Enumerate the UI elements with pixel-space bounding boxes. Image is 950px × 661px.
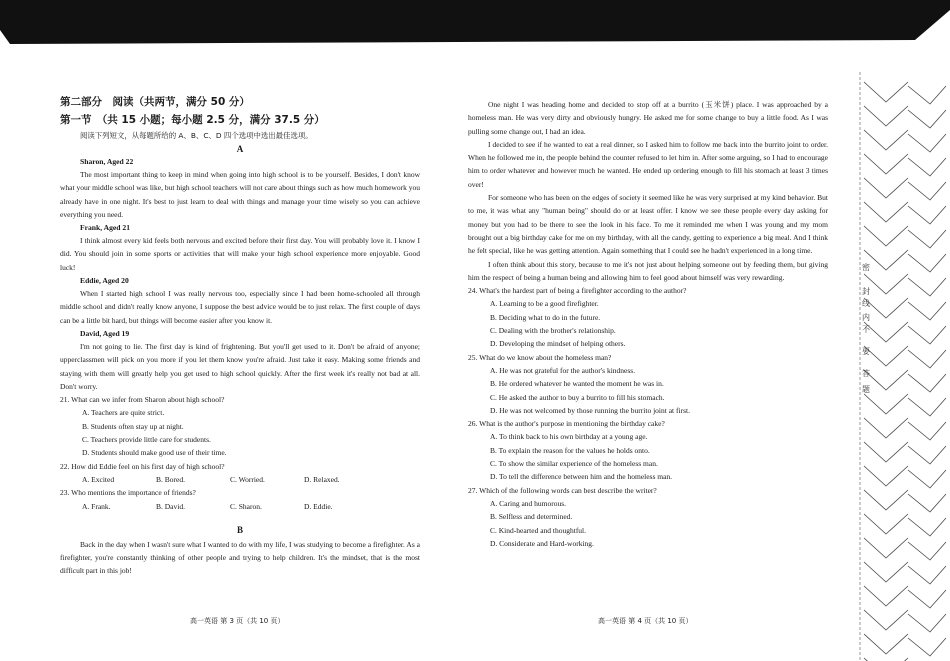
- speaker-name: Sharon, Aged 22: [80, 157, 134, 166]
- chevron-mark: [908, 278, 946, 296]
- seal-char: 封: [862, 287, 870, 296]
- passage-b-paragraph: Back in the day when I wasn't sure what I wanted to do with my life, I was studying to become a firefighter. As a firefighter, you're constantly thinking of other people and trying to help children. It's the mindset, that is the most difficult part in this job!: [60, 539, 420, 576]
- chevron-mark: [908, 398, 946, 416]
- option: D. He was not welcomed by those running the burrito joint at first.: [490, 405, 690, 415]
- chevron-mark: [908, 422, 946, 440]
- chevron-mark: [864, 394, 908, 414]
- question-27: 27. Which of the following words can best describe the writer?: [468, 485, 657, 495]
- chevron-mark: [864, 490, 908, 510]
- chevron-mark: [864, 634, 908, 654]
- question-23: 23. Who mentions the importance of friends?: [60, 488, 196, 498]
- chevron-mark: [908, 86, 946, 104]
- passage-paragraph: For someone who has been on the edges of society it seemed like he was very surprised at my kind behavior. But to me, it was what any "human being" should do or at least offer. I know we see these people every day asking for money but you had to be there to see the look in his face. To me it reminded me when I was young and my mom brought out a big birthday cake for me on my birthday, with all the candy, getting to experience a big meal. And I think he felt special, like he was getting attention. Again something that I could see he hadn't experienced in a long time.: [468, 193, 828, 256]
- chevron-mark: [908, 254, 946, 272]
- speaker-name: David, Aged 19: [80, 328, 130, 338]
- option: A. To think back to his own birthday at a young age.: [490, 432, 648, 442]
- speaker-text: I think almost every kid feels both nervous and excited before their first day. You will probably love it. I know I did. You should join in some sports or activities that will make your high school experience more enjoyable. Good luck!: [60, 236, 420, 272]
- chevron-mark: [864, 274, 908, 294]
- option: C. Dealing with the brother's relationship.: [490, 326, 616, 336]
- right-page: [468, 98, 828, 550]
- passage-a-label: A: [236, 144, 244, 154]
- option: A. Caring and humorous.: [490, 498, 567, 508]
- option: B. Selfless and determined.: [490, 512, 573, 522]
- option: B. Bored.: [156, 474, 185, 484]
- chevron-mark: [864, 418, 908, 438]
- chevron-mark: [864, 322, 908, 342]
- chevron-mark: [908, 446, 946, 464]
- passage-paragraph: One night I was heading home and decided to stop off at a burrito (玉米饼) place. I was approached by a homeless man. He was very dirty and obviously hungry. He asked me for some change to buy a little food. As I was pulling some change out, I had an idea.: [468, 100, 828, 136]
- question-21: 21. What can we infer from Sharon about high school?: [60, 395, 225, 405]
- option: D. Students should make good use of their time.: [82, 448, 227, 458]
- chevron-mark: [908, 614, 946, 632]
- chevron-mark: [864, 298, 908, 318]
- chevron-mark: [864, 250, 908, 270]
- question-26: 26. What is the author's purpose in mentioning the birthday cake?: [468, 419, 665, 429]
- page-footer-left: 高一英语 第 3 页（共 10 页）: [190, 617, 285, 625]
- option: A. Frank.: [82, 501, 111, 511]
- chevron-mark: [908, 230, 946, 248]
- option: D. Eddie.: [304, 501, 333, 511]
- chevron-mark: [908, 326, 946, 344]
- page-footer-right: 高一英语 第 4 页（共 10 页）: [598, 617, 693, 625]
- chevron-mark: [908, 542, 946, 560]
- option: C. He asked the author to buy a burrito to fill his stomach.: [490, 392, 665, 402]
- option: B. He ordered whatever he wanted the moment he was in.: [490, 379, 664, 389]
- chevron-mark: [864, 130, 908, 150]
- chevron-mark: [864, 178, 908, 198]
- option: B. David.: [156, 501, 185, 511]
- chevron-mark: [864, 370, 908, 390]
- chevron-mark: [864, 106, 908, 126]
- seal-line-strip: [846, 72, 950, 661]
- option: B. Students often stay up at night.: [82, 421, 184, 431]
- chevron-mark: [908, 638, 946, 656]
- chevron-mark: [864, 586, 908, 606]
- chevron-mark: [864, 466, 908, 486]
- question-24: 24. What's the hardest part of being a firefighter according to the author?: [468, 286, 687, 296]
- chevron-mark: [908, 494, 946, 512]
- seal-char: 内: [862, 313, 870, 322]
- part-title: 第二部分 阅读（共两节，满分 50 分）: [60, 96, 250, 108]
- chevron-mark: [908, 134, 946, 152]
- option: A. Teachers are quite strict.: [82, 408, 165, 418]
- option: C. Kind-hearted and thoughtful.: [490, 525, 587, 535]
- option: C. Teachers provide little care for students.: [82, 435, 211, 445]
- passage-b-label: B: [236, 524, 243, 535]
- chevron-mark: [908, 518, 946, 536]
- option: B. To explain the reason for the values he holds onto.: [490, 445, 650, 455]
- seal-char: 密: [862, 263, 870, 272]
- top-scan-shadow: [0, 0, 950, 62]
- option-row: [82, 500, 420, 513]
- chevron-mark: [864, 562, 908, 582]
- chevron-mark: [908, 110, 946, 128]
- left-page: [60, 94, 420, 578]
- seal-char: 不: [862, 325, 870, 334]
- speaker-text: When I started high school I was really nervous too, especially since I had been home-schooled all through middle school and didn't really know anyone, I suppose the best advice would be to just relax. The first couple of days can be a little bit hard, but things will become easier after you know it.: [60, 289, 420, 325]
- chevron-mark: [908, 302, 946, 320]
- chevron-mark: [908, 350, 946, 368]
- chevron-mark: [864, 442, 908, 462]
- seal-char: 要: [862, 347, 870, 356]
- passage-paragraph: I often think about this story, because to me it's not just about helping someone out by feeding them, but giving him the respect of being a human being and allowing him to feel good about himself was very rewarding.: [468, 259, 828, 282]
- passage-paragraph: I decided to see if he wanted to eat a real dinner, so I asked him to follow me back into the burrito joint to order. When he followed me in, the people behind the counter refused to let him in. After some arguing, so I had to encourage him to order whatever and however much he wanted. He ended up ordering enough to fill his stomach at least 3 times over!: [468, 139, 828, 189]
- chevron-mark: [864, 514, 908, 534]
- section-title: 第一节 （共 15 小题；每小题 2.5 分，满分 37.5 分）: [60, 114, 325, 126]
- option: D. To tell the difference between him and the homeless man.: [490, 472, 673, 482]
- chevron-mark: [864, 610, 908, 630]
- chevron-mark: [908, 374, 946, 392]
- chevron-mark: [864, 82, 908, 102]
- chevron-mark: [864, 226, 908, 246]
- chevron-mark: [908, 206, 946, 224]
- option: D. Relaxed.: [304, 474, 340, 484]
- chevron-mark: [864, 202, 908, 222]
- chevron-mark: [864, 346, 908, 366]
- option: C. To show the similar experience of the homeless man.: [490, 459, 658, 469]
- option: D. Developing the mindset of helping others.: [490, 339, 626, 349]
- seal-char: 题: [862, 385, 870, 394]
- option-row: [82, 473, 420, 486]
- option: C. Sharon.: [230, 501, 262, 511]
- option: B. Deciding what to do in the future.: [490, 312, 601, 322]
- option: A. Learning to be a good firefighter.: [490, 299, 599, 309]
- chevron-mark: [908, 566, 946, 584]
- chevron-mark: [908, 182, 946, 200]
- option: A. Excited: [82, 474, 115, 484]
- speaker-text: The most important thing to keep in mind when going into high school is to be yourself. Besides, I don't know what your middle school was like, but high school teachers will not care about things such as how much homework you already have in one night. It's best to just learn to deal with things and manage your time wisely so you can achieve everything you need.: [60, 170, 420, 219]
- seal-char: 线: [862, 299, 870, 308]
- chevron-mark: [864, 154, 908, 174]
- speaker-name: Frank, Aged 21: [80, 223, 130, 233]
- speaker-name: Eddie, Aged 20: [80, 276, 129, 286]
- question-25: 25. What do we know about the homeless man?: [468, 352, 612, 362]
- chevron-mark: [864, 538, 908, 558]
- speaker-text: I'm not going to lie. The first day is kind of frightening. But you'll get used to it. Don't be afraid of anyone; upperclassmen will pick on you more if you let them know you're afraid. Just take it easy. Making some friends and staying with them will greatly help you get used to high school quickly. After the first week it's really not bad at all. Don't worry.: [60, 341, 420, 391]
- option: D. Considerate and Hard-working.: [490, 538, 594, 548]
- chevron-mark: [908, 590, 946, 608]
- option: C. Worried.: [230, 474, 265, 484]
- instructions: 阅读下列短文，从每题所给的 A、B、C、D 四个选项中选出最佳选项。: [80, 131, 313, 140]
- option: A. He was not grateful for the author's kindness.: [490, 365, 636, 375]
- question-22: 22. How did Eddie feel on his first day of high school?: [60, 461, 225, 471]
- chevron-mark: [908, 158, 946, 176]
- seal-char: 答: [862, 369, 870, 378]
- chevron-mark: [908, 470, 946, 488]
